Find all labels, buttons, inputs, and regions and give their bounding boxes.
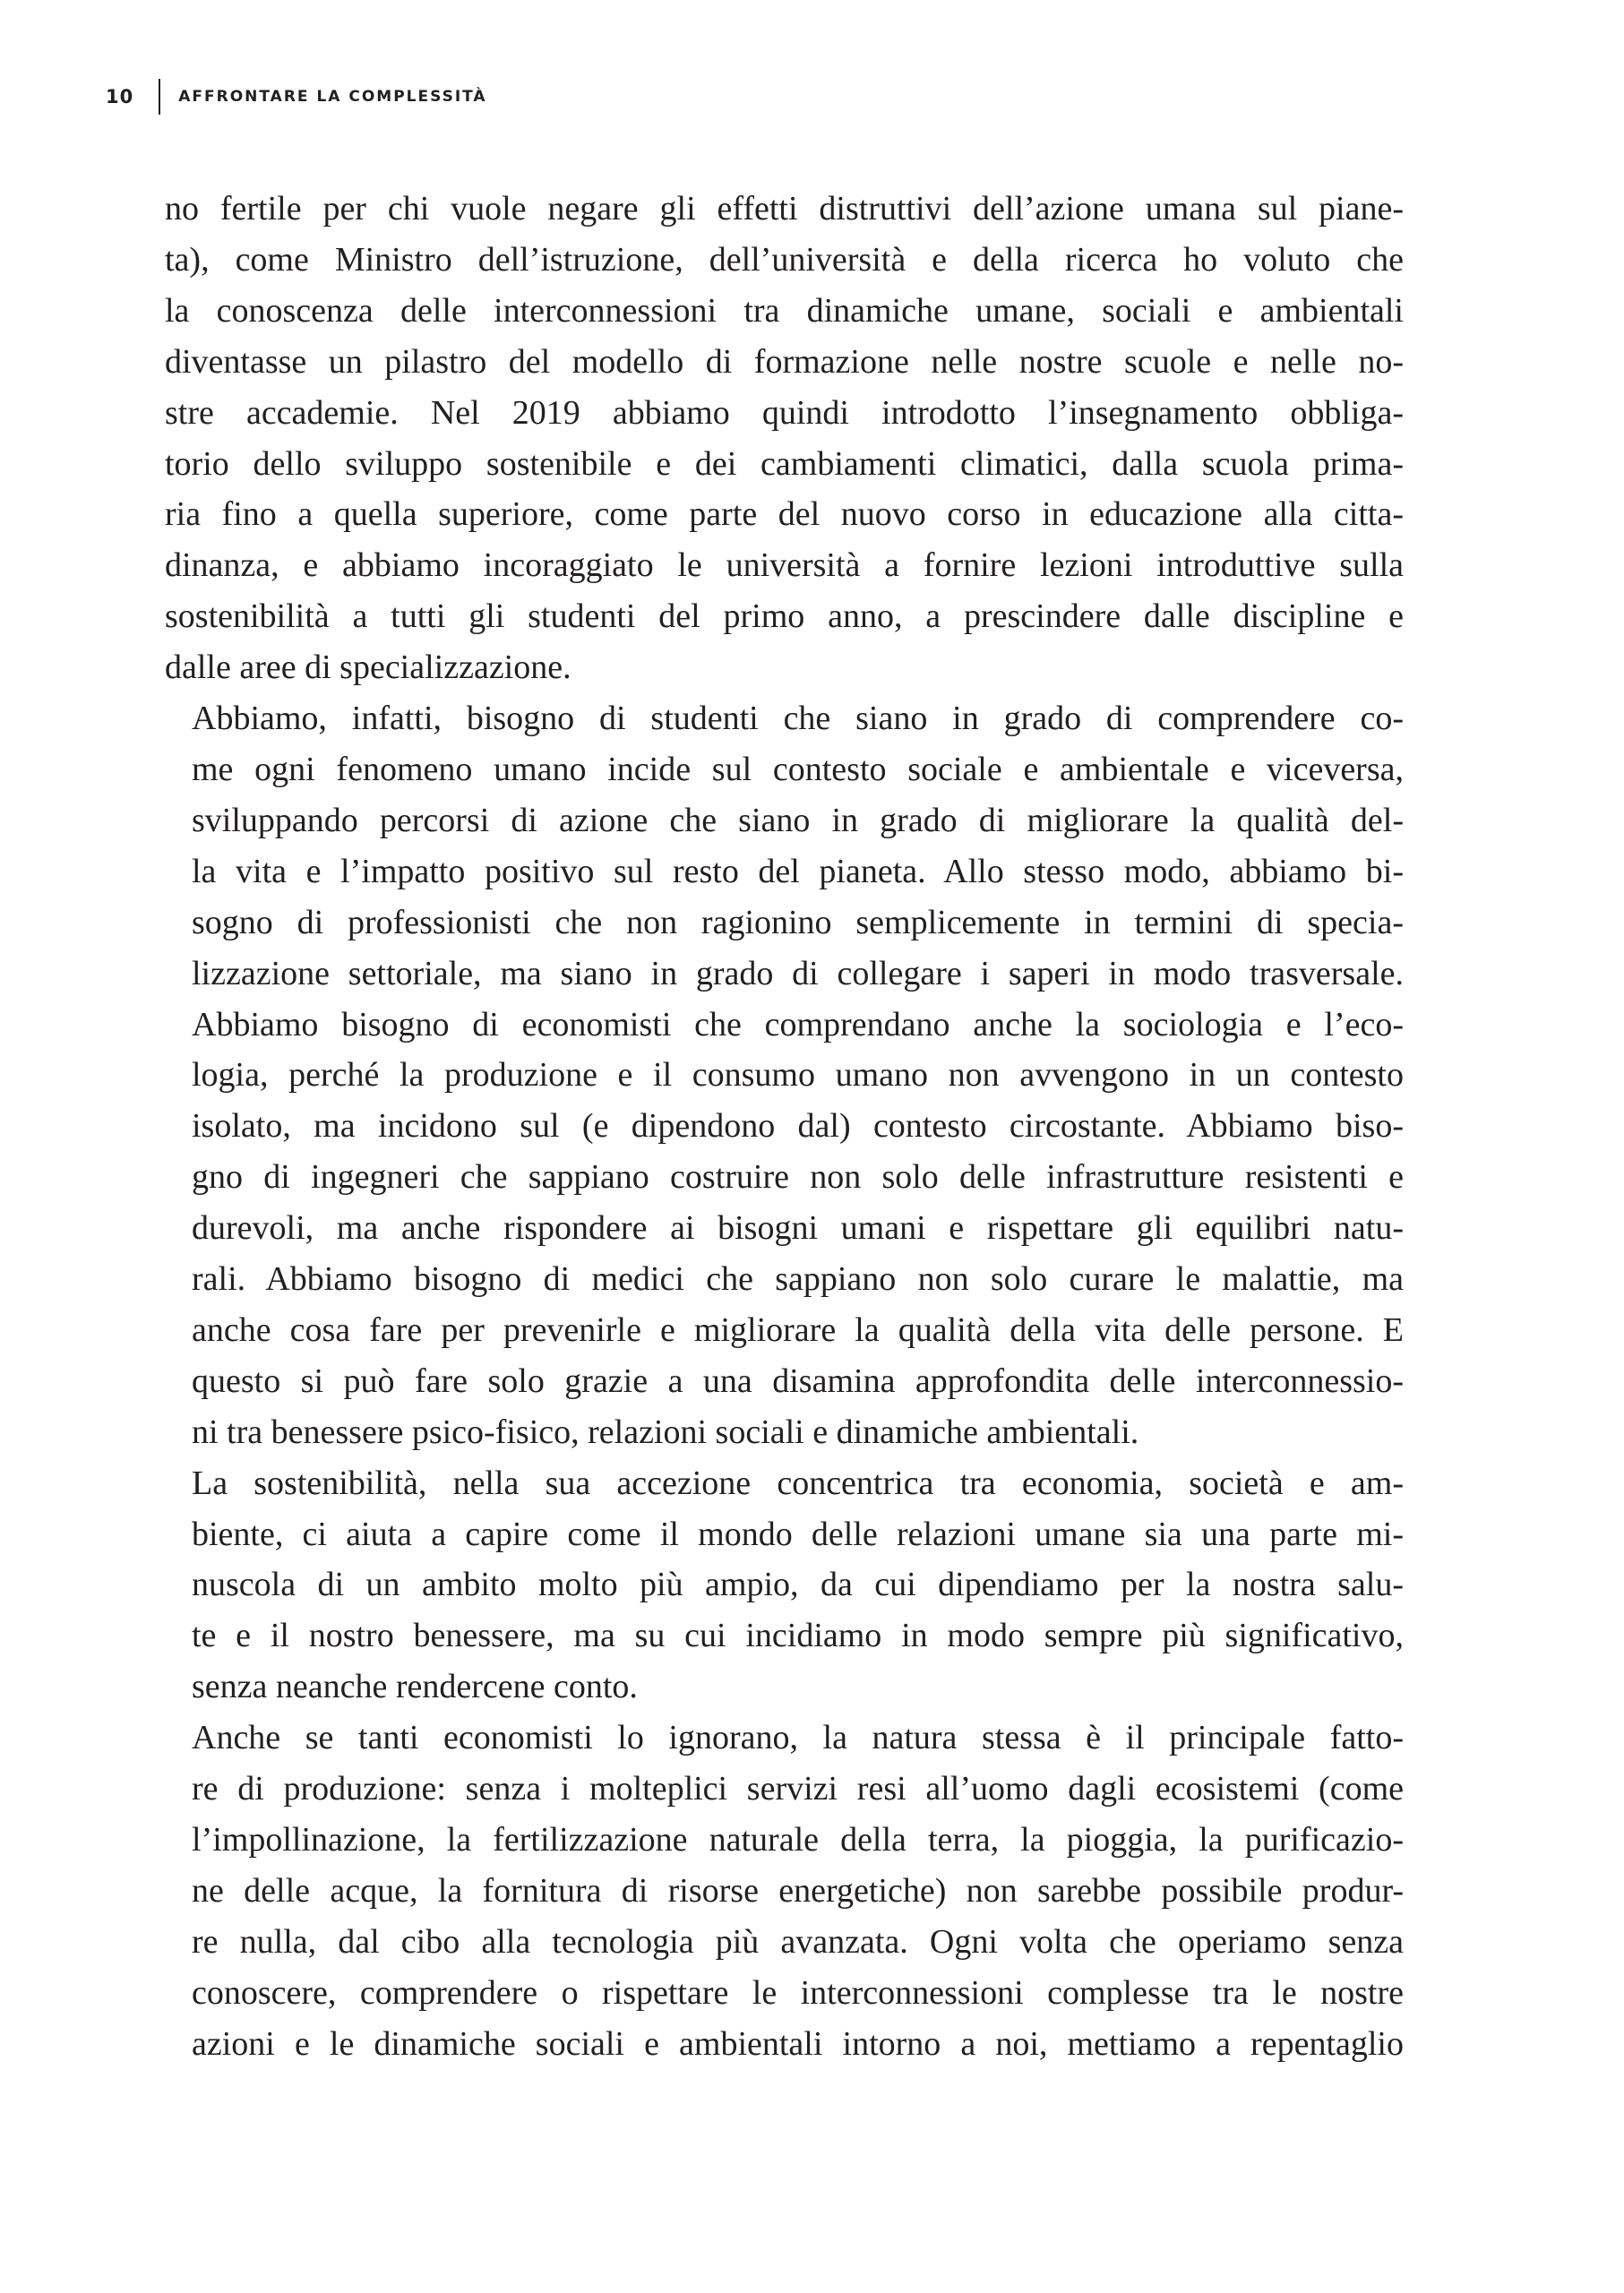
header-divider xyxy=(159,79,160,115)
paragraph-2 xyxy=(165,693,1404,1458)
text-line: isolato, ma incidono sul (e dipendono dal) contesto circostante. Abbiamo biso- xyxy=(192,1107,1404,1146)
text-line: te e il nostro benessere, ma su cui incidiamo in modo sempre più significativo, xyxy=(192,1617,1404,1655)
text-line: dinanza, e abbiamo incoraggiato le università a fornire lezioni introduttive sulla xyxy=(165,546,1404,585)
text-line: biente, ci aiuta a capire come il mondo delle relazioni umane sia una parte mi- xyxy=(192,1515,1404,1553)
text-line: me ogni fenomeno umano incide sul contesto sociale e ambientale e viceversa, xyxy=(192,750,1404,788)
text-line: sviluppando percorsi di azione che siano in grado di migliorare la qualità del- xyxy=(192,801,1404,839)
page-number: 10 xyxy=(106,86,134,107)
text-line: durevoli, ma anche rispondere ai bisogni umani e rispettare gli equilibri natu- xyxy=(192,1209,1404,1248)
body-text xyxy=(165,184,1404,2070)
text-line: ni tra benessere psico-fisico, relazioni sociali e dinamiche ambientali. xyxy=(192,1413,1139,1451)
text-line: ta), come Ministro dell’istruzione, dell’università e della ricerca ho voluto che xyxy=(165,240,1404,279)
text-line: questo si può fare solo grazie a una disamina approfondita delle interconnessio- xyxy=(192,1361,1404,1400)
text-line: Abbiamo bisogno di economisti che comprendano anche la sociologia e l’eco- xyxy=(192,1005,1404,1043)
text-line: sostenibilità a tutti gli studenti del primo anno, a prescindere dalle discipline e xyxy=(165,597,1404,636)
text-line: Anche se tanti economisti lo ignorano, la natura stessa è il principale fatto- xyxy=(192,1719,1404,1757)
paragraph-3 xyxy=(165,1458,1404,1713)
text-line: azioni e le dinamiche sociali e ambientali intorno a noi, mettiamo a repentaglio xyxy=(192,2024,1404,2063)
paragraph-1 xyxy=(165,184,1404,693)
text-line: rali. Abbiamo bisogno di medici che sappiano non solo curare le malattie, ma xyxy=(192,1260,1404,1299)
running-title: AFFRONTARE LA COMPLESSITÀ xyxy=(178,88,487,106)
paragraph-4 xyxy=(165,1713,1404,2069)
text-line: anche cosa fare per prevenirle e migliorare la qualità della vita delle persone. E xyxy=(192,1310,1404,1349)
text-line: La sostenibilità, nella sua accezione concentrica tra economia, società e am- xyxy=(192,1464,1404,1502)
running-head xyxy=(106,79,487,115)
text-line: re nulla, dal cibo alla tecnologia più avanzata. Ogni volta che operiamo senza xyxy=(192,1922,1404,1961)
text-line: nuscola di un ambito molto più ampio, da cui dipendiamo per la nostra salu- xyxy=(192,1566,1404,1604)
text-line: torio dello sviluppo sostenibile e dei cambiamenti climatici, dalla scuola prima- xyxy=(165,444,1404,483)
text-line: logia, perché la produzione e il consumo umano non avvengono in un contesto xyxy=(192,1056,1404,1095)
text-line: diventasse un pilastro del modello di formazione nelle nostre scuole e nelle no- xyxy=(165,342,1404,381)
text-line: ne delle acque, la fornitura di risorse energetiche) non sarebbe possibile produr- xyxy=(192,1871,1404,1910)
text-line: senza neanche rendercene conto. xyxy=(192,1668,638,1706)
text-line: Abbiamo, infatti, bisogno di studenti che siano in grado di comprendere co- xyxy=(192,700,1404,738)
text-line: sogno di professionisti che non ragionino semplicemente in termini di specia- xyxy=(192,903,1404,941)
text-line: la conoscenza delle interconnessioni tra dinamiche umane, sociali e ambientali xyxy=(165,291,1404,330)
text-line: no fertile per chi vuole negare gli effetti distruttivi dell’azione umana sul piane- xyxy=(165,190,1404,228)
text-line: la vita e l’impatto positivo sul resto del pianeta. Allo stesso modo, abbiamo bi- xyxy=(192,852,1404,890)
text-line: dalle aree di specializzazione. xyxy=(165,648,571,687)
text-line: conoscere, comprendere o rispettare le interconnessioni complesse tra le nostre xyxy=(192,1973,1404,2012)
text-line: stre accademie. Nel 2019 abbiamo quindi introdotto l’insegnamento obbliga- xyxy=(165,393,1404,432)
text-line: re di produzione: senza i molteplici servizi resi all’uomo dagli ecosistemi (come xyxy=(192,1770,1404,1808)
text-line: gno di ingegneri che sappiano costruire non solo delle infrastrutture resistenti e xyxy=(192,1158,1404,1197)
text-line: lizzazione settoriale, ma siano in grado di collegare i saperi in modo trasversale. xyxy=(192,954,1404,992)
text-line: l’impollinazione, la fertilizzazione naturale della terra, la pioggia, la purificazio- xyxy=(192,1821,1404,1859)
text-line: ria fino a quella superiore, come parte del nuovo corso in educazione alla citta- xyxy=(165,495,1404,534)
